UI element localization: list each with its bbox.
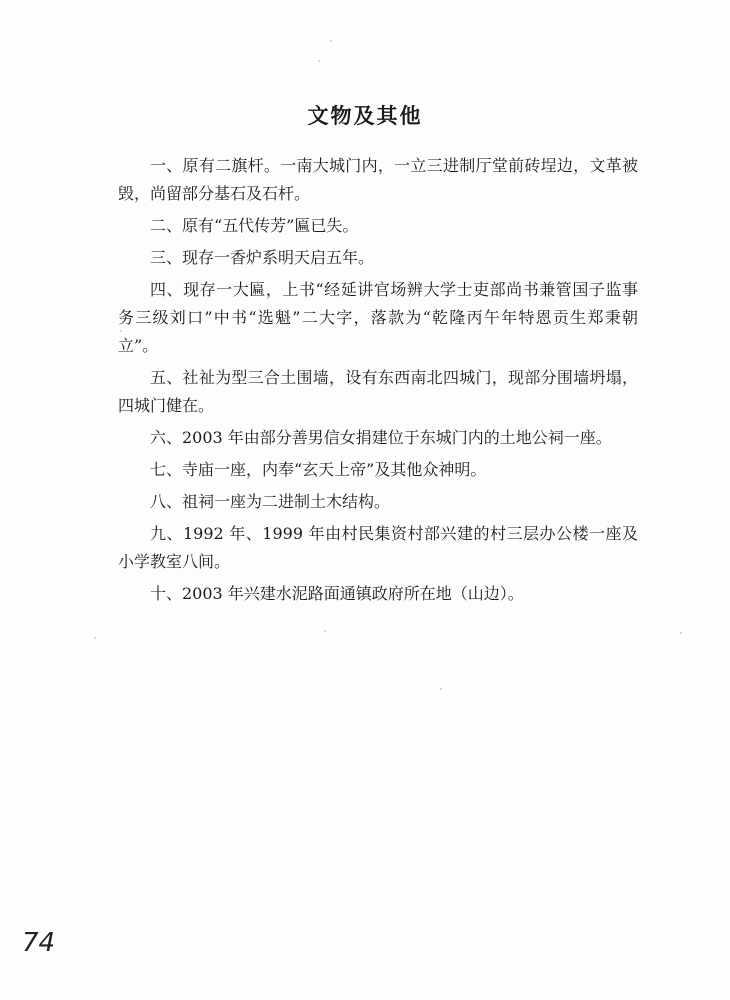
scan-speck [440,688,442,690]
paragraph-1: 一、原有二旗杆。一南大城门内，一立三进制厅堂前砖埕边，文革被毁，尚留部分基石及石杆。 [118,156,638,203]
paragraph-5: 五、社祉为型三合土围墙，设有东西南北四城门，现部分围墙坍塌，四城门健在。 [118,368,638,415]
paragraph-8: 八、祖祠一座为二进制土木结构。 [150,492,391,511]
paragraph-10: 十、2003 年兴建水泥路面通镇政府所在地（山边）。 [150,584,524,603]
paragraph-7: 七、寺庙一座，内奉“玄天上帝”及其他众神明。 [150,460,487,479]
paragraph-2: 二、原有“五代传芳”匾已失。 [150,216,359,235]
scan-speck [680,632,682,634]
scan-speck [120,330,122,332]
document-body [118,152,638,612]
scan-speck [330,40,332,42]
paragraph-4: 四、现存一大匾，上书“经延讲官场辨大学士吏部尚书兼管国子监事务三级刘口”中书“选魁”二大字，落款为“乾隆丙午年特恩贡生郑秉朝立”。 [118,280,638,355]
handwritten-page-number: 74 [22,928,56,958]
document-title: 文物及其他 [307,103,423,128]
scan-speck [318,60,320,62]
scan-speck [94,637,96,639]
paragraph-6: 六、2003 年由部分善男信女捐建位于东城门内的土地公祠一座。 [150,428,612,447]
scan-speck [324,630,326,632]
paragraph-3: 三、现存一香炉系明天启五年。 [150,248,375,267]
paragraph-9: 九、1992 年、1999 年由村民集资村部兴建的村三层办公楼一座及小学教室八间。 [118,524,638,571]
